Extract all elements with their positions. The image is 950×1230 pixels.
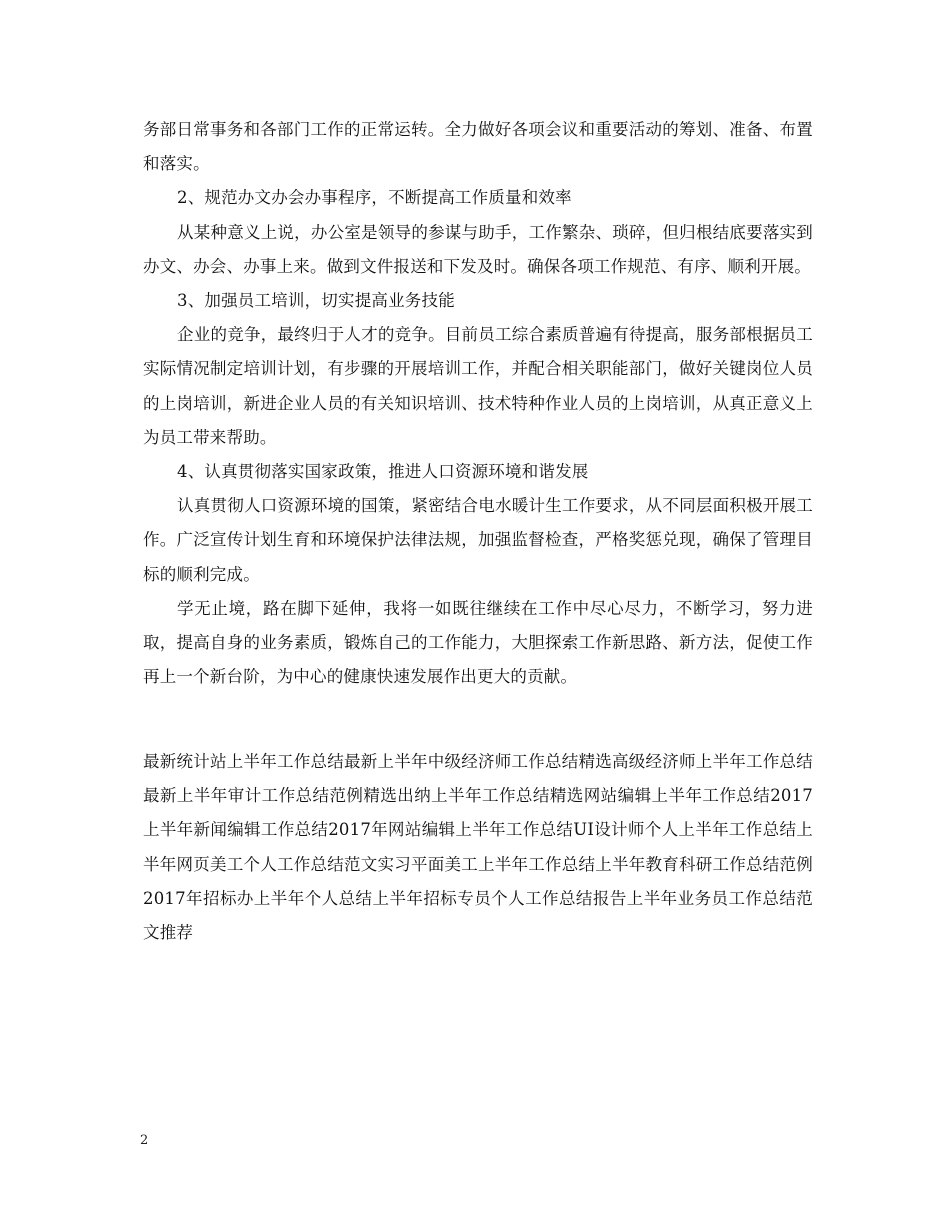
paragraph-policy: 认真贯彻人口资源环境的国策，紧密结合电水暖计生工作要求，从不同层面积极开展工作。广泛宣传计划生育和环境保护法律法规，加强监督检查，严格奖惩兑现，确保了管理目标的顺利完成。 [143, 496, 813, 584]
paragraph-conclusion: 学无止境，路在脚下延伸，我将一如既往继续在工作中尽心尽力，不断学习，努力进取，提高自身的业务素质，锻炼自己的工作能力，大胆探索工作新思路、新方法，促使工作再上一个新台阶，为中心的健康快速发展作出更大的贡献。 [143, 598, 813, 687]
section-heading-3: 3、加强员工培训，切实提高业务技能 [177, 291, 455, 311]
paragraph-training: 企业的竞争，最终归于人才的竞争。目前员工综合素质普遍有待提高，服务部根据员工实际情况制定培训计划，有步骤的开展培训工作，并配合相关职能部门，做好关键岗位人员的上岗培训，新进企业人员的有关知识培训、技术特种作业人员的上岗培训，从真正意义上为员工带来帮助。 [143, 325, 813, 447]
document-body [143, 113, 813, 694]
page-number: 2 [140, 1133, 149, 1148]
paragraph-continuation: 务部日常事务和各部门工作的正常运转。全力做好各项会议和重要活动的筹划、准备、布置和落实。 [143, 120, 813, 174]
section-heading-4: 4、认真贯彻落实国家政策，推进人口资源环境和谐发展 [177, 462, 589, 482]
section-heading-2: 2、规范办文办会办事程序，不断提高工作质量和效率 [177, 188, 572, 208]
related-articles-list: 最新统计站上半年工作总结最新上半年中级经济师工作总结精选高级经济师上半年工作总结最新上半年审计工作总结范例精选出纳上半年工作总结精选网站编辑上半年工作总结2017上半年新闻编辑工作总结2017年网站编辑上半年工作总结UI设计师个人上半年工作总结上半年网页美工个人工作总结范文实习平面美工上半年工作总结上半年教育科研工作总结范例2017年招标办上半年个人总结上半年招标专员个人工作总结报告上半年业务员工作总结范文推荐 [143, 752, 813, 943]
paragraph-office-role: 从某种意义上说，办公室是领导的参谋与助手，工作繁杂、琐碎，但归根结底要落实到办文、办会、办事上来。做到文件报送和下发及时。确保各项工作规范、有序、顺利开展。 [143, 222, 813, 276]
